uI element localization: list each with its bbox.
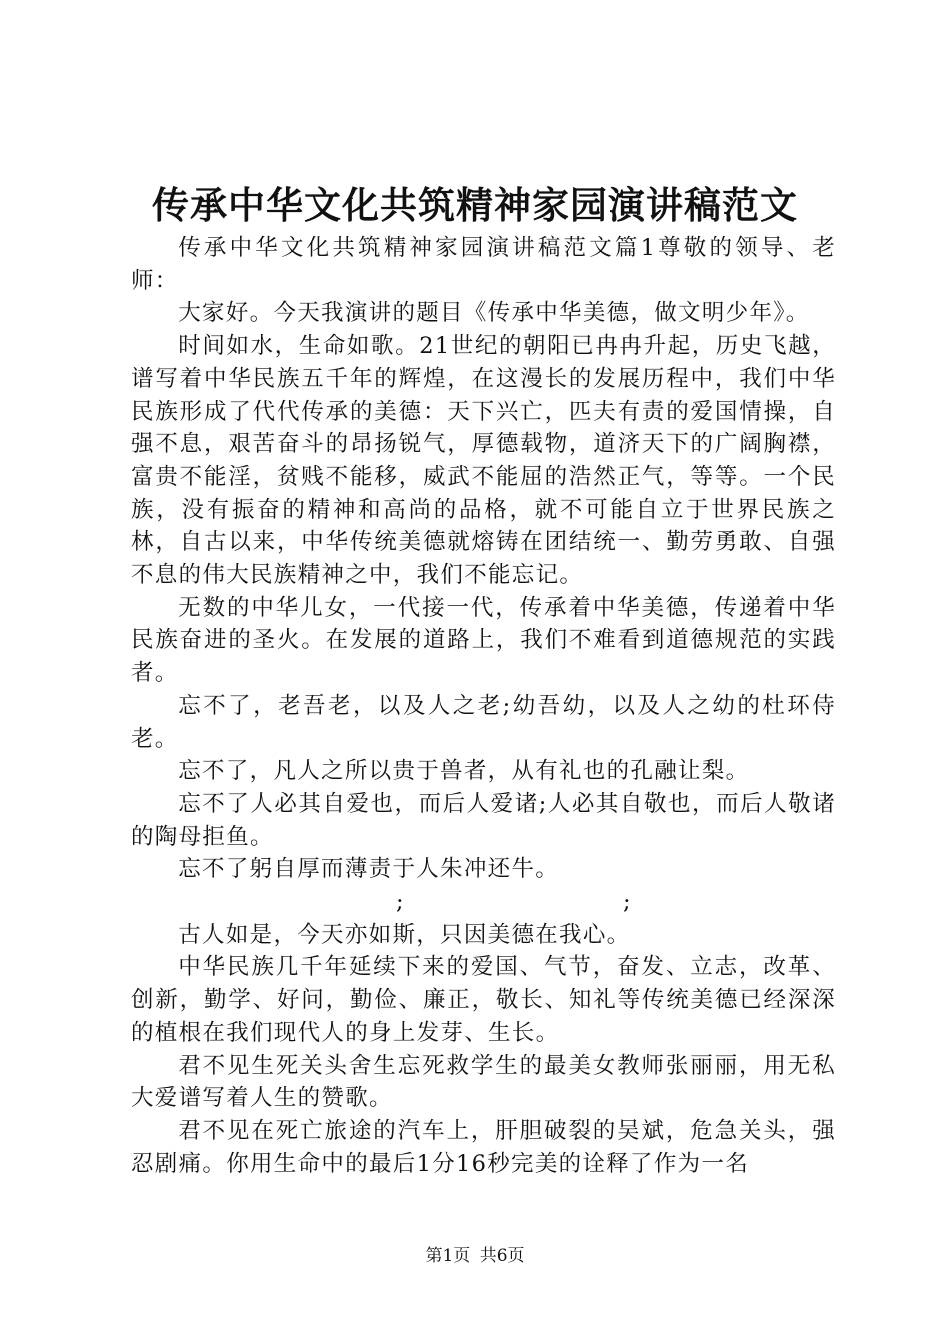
paragraph: 无数的中华儿女，一代接一代，传承着中华美德，传递着中华民族奋进的圣火。在发展的道路上，我们不难看到道德规范的实践者。 bbox=[131, 594, 836, 687]
paragraph: 古人如是，今天亦如斯，只因美德在我心。 bbox=[178, 921, 631, 948]
document-title: 传承中华文化共筑精神家园演讲稿范文 bbox=[152, 183, 798, 227]
page-footer bbox=[0, 1244, 950, 1268]
page-total: 共6页 bbox=[479, 1246, 525, 1266]
paragraph: 传承中华文化共筑精神家园演讲稿范文篇1尊敬的领导、老师： bbox=[131, 235, 836, 294]
paragraph: 大家好。今天我演讲的题目《传承中华美德，做文明少年》。 bbox=[178, 300, 810, 327]
paragraph: 君不见生死关头舍生忘死救学生的最美女教师张丽丽，用无私大爱谱写着人生的赞歌。 bbox=[131, 1052, 836, 1112]
document-body bbox=[131, 232, 836, 1180]
paragraph: 忘不了，老吾老，以及人之老;幼吾幼，以及人之幼的杜环侍老。 bbox=[131, 692, 836, 752]
paragraph: 时间如水，生命如歌。21世纪的朝阳已冉冉升起，历史飞越，谱写着中华民族五千年的辉煌，在这漫长的发展历程中，我们中华民族形成了代代传承的美德：天下兴亡，匹夫有责的爱国情操，自强不息，艰苦奋斗的昂扬锐气，厚德载物，道济天下的广阔胸襟，富贵不能淫，贫贱不能移，威武不能屈的浩然正气，等等。一个民族，没有振奋的精神和高尚的品格，就不可能自立于世界民族之林，自古以来，中华传统美德就熔铸在团结统一、勤劳勇敢、自强不息的伟大民族精神之中，我们不能忘记。 bbox=[131, 333, 836, 589]
page-number: 第1页 bbox=[425, 1246, 471, 1266]
paragraph: 忘不了人必其自爱也，而后人爱诸;人必其自敬也，而后人敬诸的陶母拒鱼。 bbox=[131, 790, 836, 850]
paragraph: 中华民族几千年延续下来的爱国、气节，奋发、立志，改革、创新，勤学、好问，勤俭、廉正，敬长、知礼等传统美德已经深深的植根在我们现代人的身上发芽、生长。 bbox=[131, 954, 836, 1046]
separator-mark: ; bbox=[623, 889, 632, 916]
paragraph: 忘不了躬自厚而薄责于人朱冲还牛。 bbox=[178, 856, 560, 883]
paragraph: 君不见在死亡旅途的汽车上，肝胆破裂的吴斌，危急关头，强忍剧痛。你用生命中的最后1分16秒完美的诠释了作为一名 bbox=[131, 1117, 836, 1177]
paragraph: 忘不了，凡人之所以贵于兽者，从有礼也的孔融让梨。 bbox=[178, 758, 750, 785]
separator-mark: ; bbox=[396, 889, 405, 916]
separator-line bbox=[131, 886, 836, 919]
